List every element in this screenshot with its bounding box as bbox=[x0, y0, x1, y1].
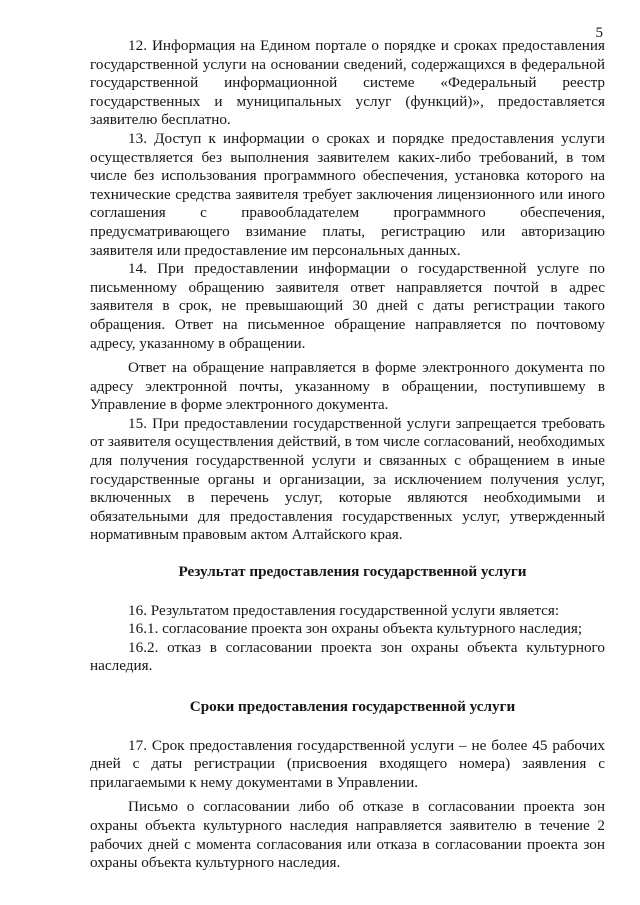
document-body bbox=[90, 37, 605, 873]
paragraph-14-electronic: Ответ на обращение направляется в форме электронного документа по адресу электронной почты, указанному в обращении, поступившему в Управление в форме электронного документа. bbox=[90, 359, 605, 414]
paragraph-17: 17. Срок предоставления государственной услуги – не более 45 рабочих дней с даты регистрации (присвоения входящего номера) заявления с прилагаемыми к нему документами в Управлении. bbox=[90, 736, 605, 791]
paragraph-16-1: 16.1. согласование проекта зон охраны объекта культурного наследия; bbox=[128, 620, 583, 638]
paragraph-12: 12. Информация на Едином портале о порядке и сроках предоставления государственной услуги на основании сведений, содержащихся в федеральной государственной информационной системе «Федеральный реестр государственных и муниципальных услуг (функций)», предоставляется заявителю бесплатно. bbox=[90, 37, 605, 129]
paragraph-15: 15. При предоставлении государственной услуги запрещается требовать от заявителя осуществления действий, в том числе согласований, необходимых для получения государственной услуги и связанных с обращением в иные государственные органы и организации, за исключением получения услуг, включенных в перечень услуг, которые являются необходимыми и обязательными для предоставления государственных услуг, утвержденный нормативным правовым актом Алтайского края. bbox=[90, 414, 605, 544]
paragraph-17-letter: Письмо о согласовании либо об отказе в согласовании проекта зон охраны объекта культурного наследия направляется заявителю в течение 2 рабочих дней с момента согласования или отказа в согласовании проекта зон охраны объекта культурного наследия. bbox=[90, 798, 605, 872]
paragraph-16: 16. Результатом предоставления государственной услуги является: bbox=[128, 601, 560, 619]
section-heading-result: Результат предоставления государственной услуги bbox=[178, 563, 527, 581]
paragraph-13: 13. Доступ к информации о сроках и порядке предоставления услуги осуществляется без выполнения заявителем каких-либо требований, в том числе без использования программного обеспечения, установка которого на технические средства заявителя требует заключения лицензионного или иного соглашения с правообладателем программного обеспечения, предусматривающего взимание платы, регистрацию или авторизацию заявителя или предоставление им персональных данных. bbox=[90, 129, 605, 259]
section-heading-terms: Сроки предоставления государственной услуги bbox=[189, 698, 516, 715]
page-number: 5 bbox=[595, 25, 603, 41]
paragraph-14: 14. При предоставлении информации о государственной услуге по письменному обращению заявителя ответ направляется почтой в адрес заявителя в срок, не превышающий 30 дней с даты регистрации такого обращения. Ответ на письменное обращение направляется по почтовому адресу, указанному в обращении. bbox=[90, 260, 605, 352]
paragraph-16-2: 16.2. отказ в согласовании проекта зон охраны объекта культурного наследия. bbox=[90, 638, 605, 675]
